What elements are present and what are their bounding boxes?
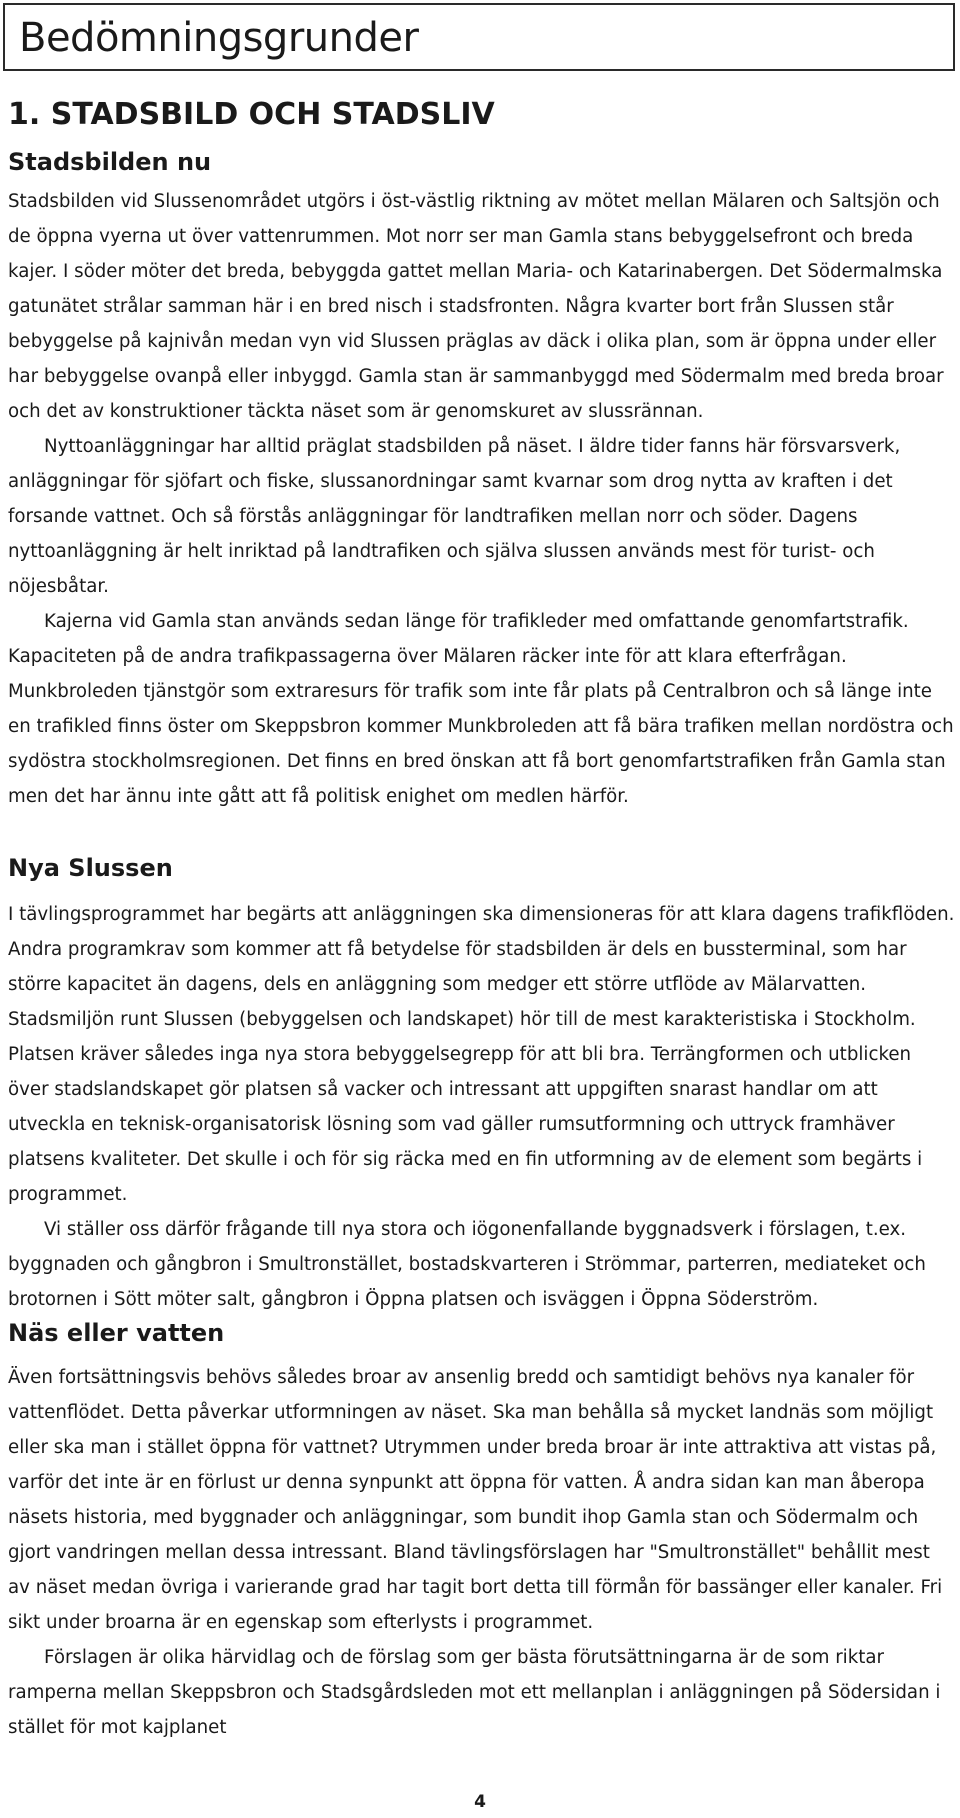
subheading-nya-slussen: Nya Slussen bbox=[8, 854, 173, 882]
paragraph: I tävlingsprogrammet har begärts att anläggningen ska dimensioneras för att klara dagens trafikflöden. Andra programkrav som kommer att få betydelse för stadsbilden är dels en bussterminal, som har större kapacitet än dagens, dels en anläggning som medger ett större utflöde av Mälarvatten. Stadsmiljön runt Slussen (bebyggelsen och landskapet) hör till de mest karakteristiska i Stockholm. Platsen kräver således inga nya stora bebyggelsegrepp för att bli bra. Terrängformen och utblicken över stadslandskapet gör platsen så vacker och intressant att uppgiften snarast handlar om att utveckla en teknisk-organisatorisk lösning som vad gäller rumsutformning och uttryck framhäver platsens kvaliteter. Det skulle i och för sig räcka med en fin utformning av de element som begärts i programmet. bbox=[8, 904, 955, 1205]
subheading-nas-eller-vatten: Näs eller vatten bbox=[8, 1319, 225, 1347]
paragraph: Förslagen är olika härvidlag och de förslag som ger bästa förutsättningarna är de som riktar ramperna mellan Skeppsbron och Stadsgårdsleden mot ett mellanplan i anläggningen på Södersidan i stället för mot kajplanet bbox=[8, 1647, 941, 1738]
paragraph: Vi ställer oss därför frågande till nya stora och iögonenfallande byggnadsverk i förslagen, t.ex. byggnaden och gångbron i Smultronstället, bostadskvarteren i Strömmar, parterren, mediateket och brotornen i Sött möter salt, gångbron i Öppna platsen och isväggen i Öppna Söderström. bbox=[8, 1219, 926, 1310]
section-body-nya-slussen bbox=[8, 897, 956, 1317]
section-body-stadsbilden-nu bbox=[8, 184, 956, 814]
page-title: Bedömningsgrunder bbox=[19, 15, 419, 61]
paragraph: Kajerna vid Gamla stan används sedan länge för trafikleder med omfattande genomfartstrafik. Kapaciteten på de andra trafikpassagerna över Mälaren räcker inte för att klara efterfrågan. Munkbroleden tjänstgör som extraresurs för trafik som inte får plats på Centralbron och så länge inte en trafikled finns öster om Skeppsbron kommer Munkbroleden att få bära trafiken mellan nordöstra och sydöstra stockholmsregionen. Det finns en bred önskan att få bort genomfartstrafiken från Gamla stan men det har ännu inte gått att få politisk enighet om medlen härför. bbox=[8, 611, 954, 807]
page-number: 4 bbox=[474, 1792, 486, 1812]
paragraph: Även fortsättningsvis behövs således broar av ansenlig bredd och samtidigt behövs nya kanaler för vattenflödet. Detta påverkar utformningen av näset. Ska man behålla så mycket landnäs som möjligt eller ska man i stället öppna för vattnet? Utrymmen under breda broar är inte attraktiva att vistas på, varför det inte är en förlust ur denna synpunkt att öppna för vatten. Å andra sidan kan man åberopa näsets historia, med byggnader och anläggningar, som bundit ihop Gamla stan och Södermalm och gjort vandringen mellan dessa intressant. Bland tävlingsförslagen har "Smultronstället" behållit mest av näset medan övriga i varierande grad har tagit bort detta till förmån för bassänger eller kanaler. Fri sikt under broarna är en egenskap som efterlysts i programmet. bbox=[8, 1367, 943, 1633]
paragraph: Stadsbilden vid Slussenområdet utgörs i öst-västlig riktning av mötet mellan Mälaren och Saltsjön och de öppna vyerna ut över vattenrummen. Mot norr ser man Gamla stans bebyggelsefront och breda kajer. I söder möter det breda, bebyggda gattet mellan Maria- och Katarinabergen. Det Södermalmska gatunätet strålar samman här i en bred nisch i stadsfronten. Några kvarter bort från Slussen står bebyggelse på kajnivån medan vyn vid Slussen präglas av däck i olika plan, som är öppna under eller har bebyggelse ovanpå eller inbyggd. Gamla stan är sammanbyggd med Södermalm med breda broar och det av konstruktioner täckta näset som är genomskuret av slussrännan. bbox=[8, 191, 944, 422]
section-body-nas-eller-vatten bbox=[8, 1360, 956, 1745]
subheading-stadsbilden-nu: Stadsbilden nu bbox=[8, 148, 212, 176]
title-box bbox=[3, 3, 955, 71]
paragraph: Nyttoanläggningar har alltid präglat stadsbilden på näset. I äldre tider fanns här försvarsverk, anläggningar för sjöfart och fiske, slussanordningar samt kvarnar som drog nytta av kraften i det forsande vattnet. Och så förstås anläggningar för landtrafiken mellan norr och söder. Dagens nyttoanläggning är helt inriktad på landtrafiken och själva slussen används mest för turist- och nöjesbåtar. bbox=[8, 436, 901, 597]
section-heading: 1. STADSBILD OCH STADSLIV bbox=[8, 97, 495, 132]
